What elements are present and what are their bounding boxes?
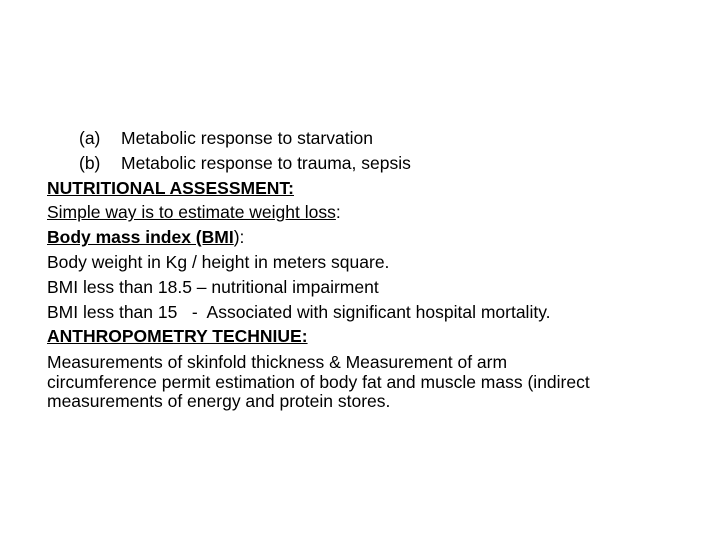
bmi-threshold-18-5: BMI less than 18.5 – nutritional impairment: [47, 276, 379, 297]
weight-loss-line: [47, 200, 687, 225]
weight-loss-text: Simple way is to estimate weight loss: [47, 202, 336, 223]
bmi-heading-suffix: ):: [233, 227, 245, 248]
list-item-b: [47, 151, 687, 176]
paragraph-line: circumference permit estimation of body fat and muscle mass (indirect: [47, 371, 590, 392]
list-item-a: [47, 126, 687, 151]
slide-text-body: [47, 126, 687, 412]
list-item-text: Metabolic response to trauma, sepsis: [121, 152, 411, 173]
bmi-definition: Body weight in Kg / height in meters square.: [47, 251, 390, 272]
list-item-text: Metabolic response to starvation: [121, 128, 373, 148]
bmi-heading-text: Body mass index (BMI: [47, 227, 234, 248]
weight-loss-suffix: :: [335, 202, 341, 223]
heading-nutritional-assessment: NUTRITIONAL ASSESSMENT:: [47, 177, 294, 198]
measurements-paragraph: [47, 353, 687, 412]
bmi-threshold-15: BMI less than 15 - Associated with significant hospital mortality.: [47, 301, 551, 322]
paragraph-line: Measurements of skinfold thickness & Measurement of arm: [47, 352, 508, 373]
paragraph-line: measurements of energy and protein stores.: [47, 391, 391, 412]
list-marker: (b): [79, 152, 101, 173]
list-marker: (a): [79, 128, 101, 148]
bmi-heading-line: [47, 225, 687, 250]
heading-anthropometry: ANTHROPOMETRY TECHNIUE:: [47, 326, 308, 347]
